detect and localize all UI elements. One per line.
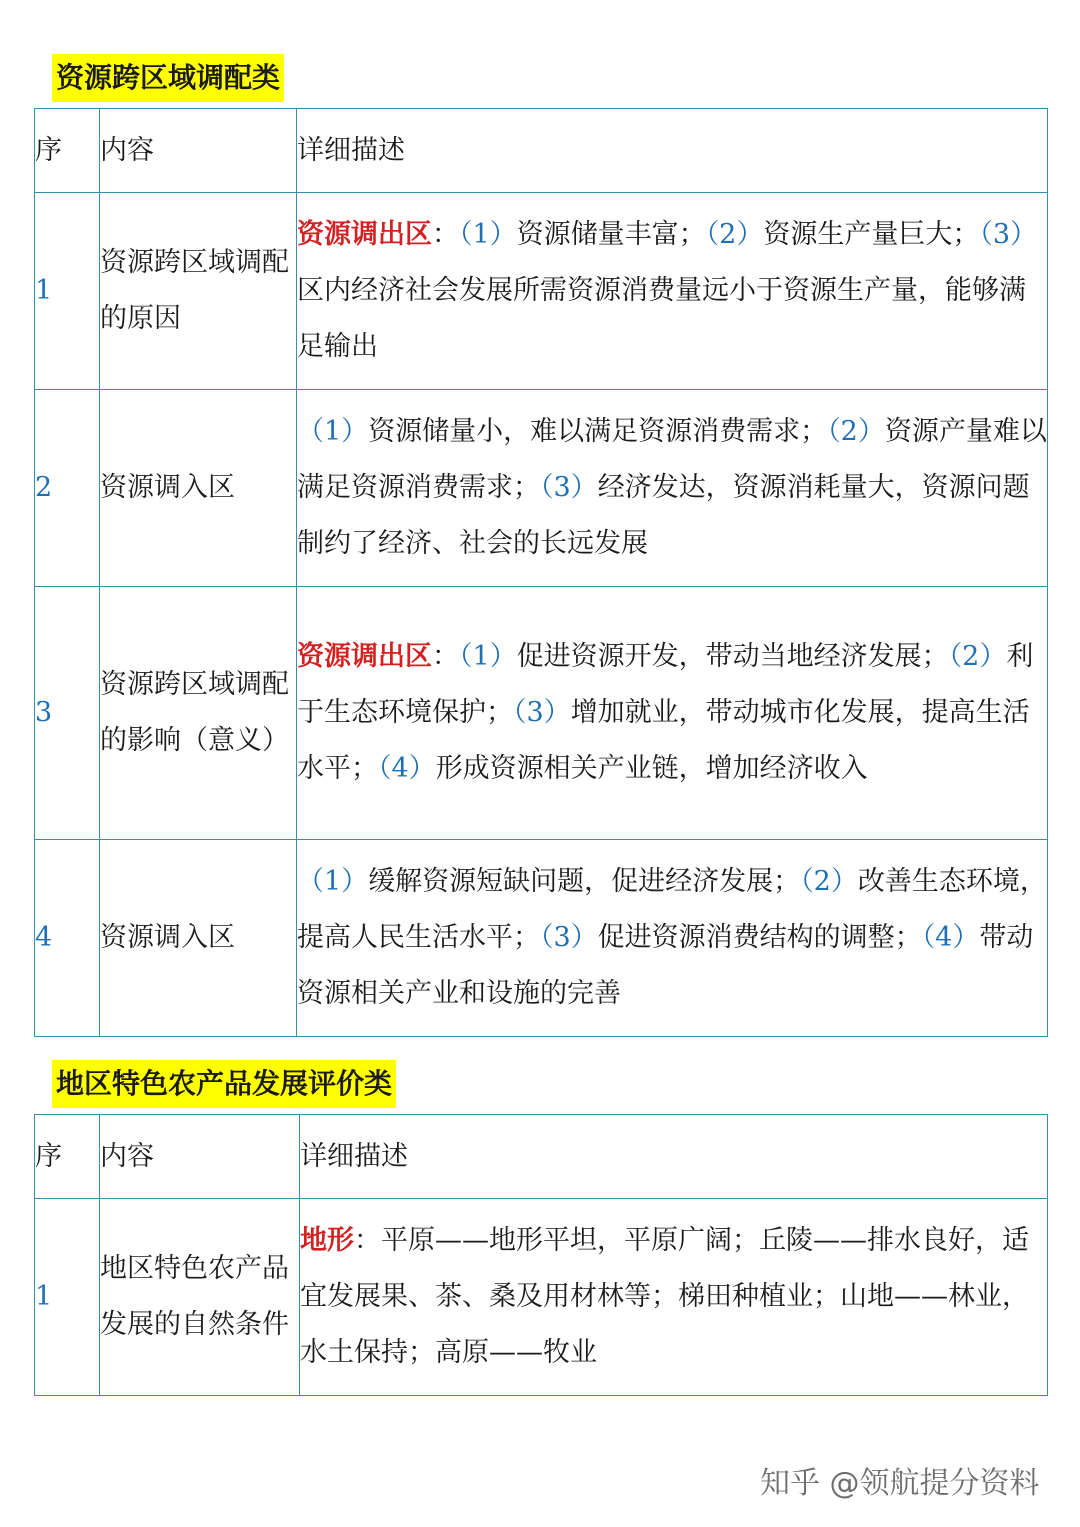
- desc-colon: ：: [432, 219, 459, 250]
- desc-text: 利于生态环境保护；: [297, 641, 1034, 728]
- desc-text: 区内经济社会发展所需资源消费量远小于资源生产量，能够满足输出: [297, 275, 1026, 362]
- desc-number: （2）: [948, 641, 1007, 672]
- desc-colon: ：: [354, 1225, 381, 1256]
- row-seq: 2: [35, 390, 100, 587]
- desc-text: 资源储量丰富；: [516, 219, 706, 250]
- desc-number: （1）: [297, 416, 369, 447]
- desc-text: 平原——地形平坦，平原广阔；丘陵——排水良好，适宜发展果、茶、桑及用材林等；梯田种植业；山地——林业，水土保持；高原——牧业: [300, 1225, 1029, 1368]
- table-row: [35, 390, 1048, 587]
- desc-text: 增加就业，带动城市化发展，提高生活水平；: [297, 697, 1030, 784]
- header-seq: 序: [35, 109, 100, 193]
- desc-keyword: 资源调出区: [297, 219, 432, 250]
- table-row: [35, 1199, 1048, 1396]
- resource-allocation-table: [34, 108, 1048, 1037]
- desc-text: 形成资源相关产业链，增加经济收入: [435, 753, 868, 784]
- table-header-row: [35, 109, 1048, 193]
- row-desc: [297, 587, 1048, 840]
- agri-products-table: [34, 1114, 1048, 1396]
- table-row: [35, 840, 1048, 1037]
- header-desc: 详细描述: [300, 1115, 1048, 1199]
- header-desc: 详细描述: [297, 109, 1048, 193]
- desc-text: 经济发达，资源消耗量大，资源问题制约了经济、社会的长远发展: [297, 472, 1030, 559]
- row-desc: [300, 1199, 1048, 1396]
- row-seq: 1: [35, 1199, 100, 1396]
- row-seq: 4: [35, 840, 100, 1037]
- desc-text: 促进资源开发，带动当地经济发展；: [516, 641, 949, 672]
- section-title-resource-allocation: 资源跨区域调配类: [52, 54, 284, 102]
- row-seq: 1: [35, 193, 100, 390]
- header-content: 内容: [100, 109, 297, 193]
- row-content: 资源调入区: [100, 390, 297, 587]
- desc-keyword: 地形: [300, 1225, 354, 1256]
- watermark: 知乎 @领航提分资料: [760, 1466, 1040, 1501]
- row-content: 地区特色农产品发展的自然条件: [100, 1199, 300, 1396]
- desc-keyword: 资源调出区: [297, 641, 432, 672]
- desc-number: （4）: [378, 753, 436, 784]
- desc-text: 资源储量小，难以满足资源消费需求；: [368, 416, 828, 447]
- desc-text: 促进资源消费结构的调整；: [597, 922, 922, 953]
- desc-number: （3）: [540, 472, 598, 503]
- header-content: 内容: [100, 1115, 300, 1199]
- row-desc: [297, 390, 1048, 587]
- table-row: [35, 587, 1048, 840]
- desc-number: （1）: [459, 641, 517, 672]
- desc-text: 缓解资源短缺问题，促进经济发展；: [368, 866, 801, 897]
- desc-number: （3）: [513, 697, 571, 728]
- desc-number: （1）: [459, 219, 517, 250]
- desc-text: 改善生态环境，提高人民生活水平；: [297, 866, 1047, 953]
- row-seq: 3: [35, 587, 100, 840]
- header-seq: 序: [35, 1115, 100, 1199]
- row-content: 资源跨区域调配的原因: [100, 193, 297, 390]
- desc-text: 资源产量难以满足资源消费需求；: [297, 416, 1047, 503]
- row-content: 资源调入区: [100, 840, 297, 1037]
- desc-number: （3）: [540, 922, 598, 953]
- desc-number: （4）: [921, 922, 980, 953]
- desc-number: （2）: [800, 866, 858, 897]
- desc-text: 资源生产量巨大；: [763, 219, 980, 250]
- table-row: [35, 193, 1048, 390]
- desc-number: （2）: [827, 416, 885, 447]
- row-desc: [297, 193, 1048, 390]
- section-title-agri-products: 地区特色农产品发展评价类: [52, 1060, 396, 1108]
- table-header-row: [35, 1115, 1048, 1199]
- desc-number: （3）: [979, 219, 1038, 250]
- row-desc: [297, 840, 1048, 1037]
- desc-number: （2）: [705, 219, 764, 250]
- row-content: 资源跨区域调配的影响（意义）: [100, 587, 297, 840]
- desc-text: 带动资源相关产业和设施的完善: [297, 922, 1034, 1009]
- desc-number: （1）: [297, 866, 369, 897]
- desc-colon: ：: [432, 641, 459, 672]
